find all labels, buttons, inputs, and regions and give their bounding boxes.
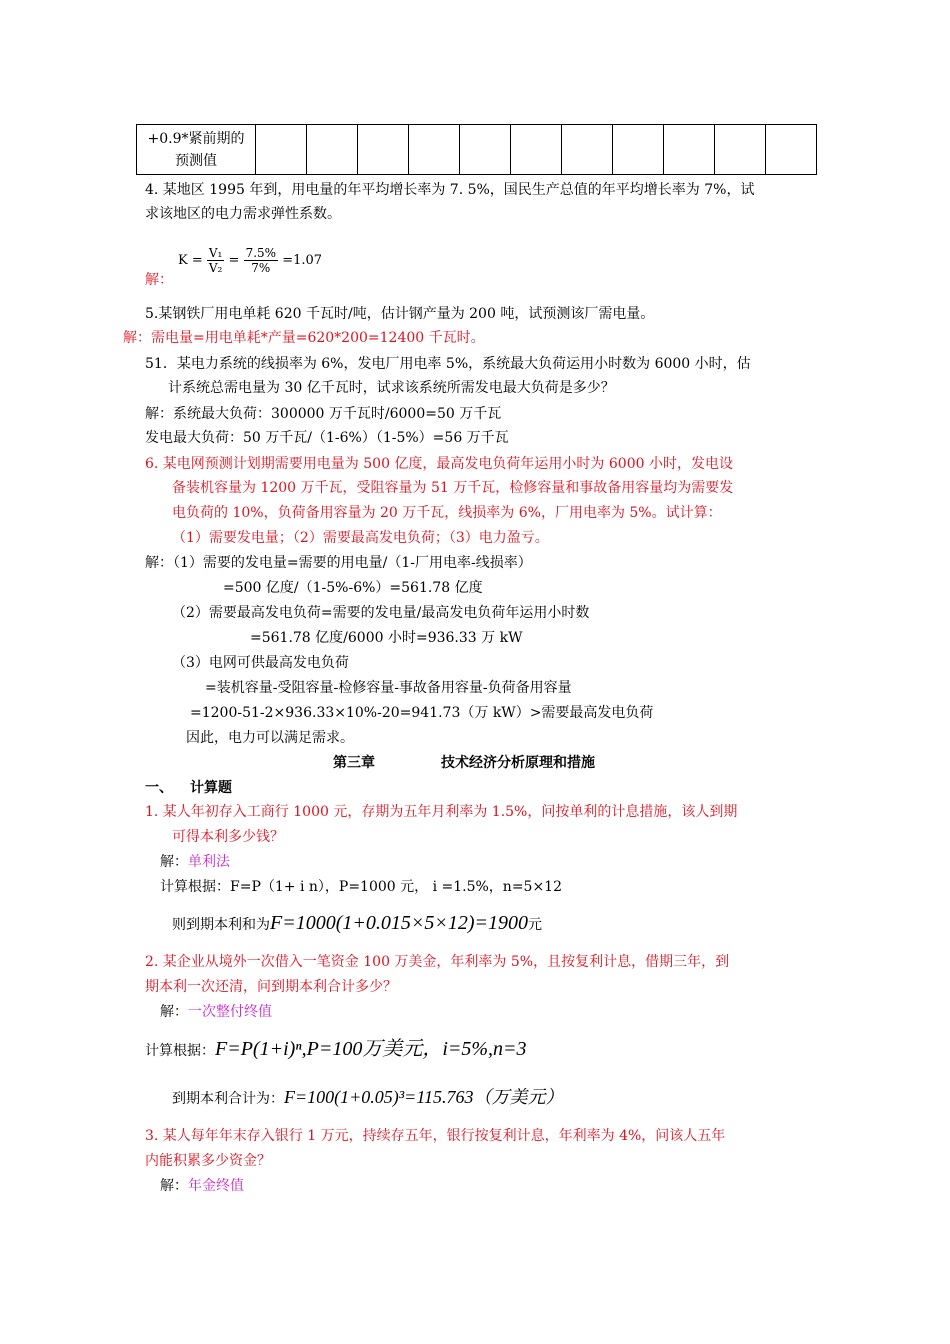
table-cell	[664, 125, 715, 175]
q4-eq: =	[228, 253, 240, 268]
c2-solution	[160, 1002, 272, 1022]
c1-result-formula: F=1000(1+0.015×5×12)=1900	[270, 912, 529, 934]
table-cell	[460, 125, 511, 175]
q4-line1: 4. 某地区 1995 年到，用电量的年平均增长率为 7. 5%，国民生产总值的年平均增长率为 7%，试	[145, 182, 755, 198]
c1-line2: 可得本利多少钱？	[172, 829, 284, 845]
c3-sol-method: 年金终值	[188, 1178, 244, 1194]
q4-frac2-num: 7.5%	[245, 246, 277, 260]
table-label-cell	[137, 125, 256, 175]
forecast-table	[136, 124, 817, 175]
c2-result	[172, 1084, 563, 1112]
q4-fraction-v	[207, 246, 224, 275]
c2-sol-label: 解：	[160, 1004, 188, 1020]
table-cell	[613, 125, 664, 175]
q6-answer2: =500 亿度/（1-5%-6%）=561.78 亿度	[223, 580, 483, 596]
c1-sol-label: 解：	[160, 854, 188, 870]
q6-answer7: =1200-51-2×936.33×10%-20=941.73（万 kW）>需要最高发电负荷	[190, 705, 654, 721]
q6-line4: （1）需要发电量；（2）需要最高发电负荷；（3）电力盈亏。	[172, 530, 549, 546]
q51-line2: 计系统总需电量为 30 亿千瓦时，试求该系统所需发电最大负荷是多少？	[168, 380, 615, 396]
q4-line2: 求该地区的电力需求弹性系数。	[145, 206, 341, 222]
c3-solution	[160, 1176, 244, 1196]
table-cell	[715, 125, 766, 175]
c1-solution	[160, 852, 230, 872]
q4-frac1-num: V₁	[208, 246, 223, 260]
c1-result-unit: 元	[528, 917, 543, 933]
q5-line1: 5.某钢铁厂用电单耗 620 千瓦时/吨，估计钢产量为 200 吨，试预测该厂需电量。	[145, 306, 655, 322]
q51-answer2: 发电最大负荷：50 万千瓦/（1-6%）（1-5%）=56 万千瓦	[145, 430, 509, 446]
section-title: 计算题	[190, 780, 232, 796]
c3-line1: 3. 某人每年年末存入银行 1 万元，持续存五年，银行按复利计息，年利率为 4%，问该人五年	[145, 1128, 726, 1144]
chapter-title: 技术经济分析原理和措施	[441, 755, 595, 771]
c2-basis-formula: F=P(1+i)ⁿ,P=100万美元，i=5%,n=3	[215, 1038, 527, 1060]
c2-basis	[145, 1036, 527, 1064]
q4-frac2-den: 7%	[251, 261, 271, 275]
table-cell	[511, 125, 562, 175]
table-cell	[562, 125, 613, 175]
chapter-number: 第三章	[333, 755, 375, 771]
q4-fraction-pct	[244, 246, 279, 275]
q51-answer1: 解：系统最大负荷：300000 万千瓦时/6000=50 万千瓦	[145, 406, 502, 422]
c2-line2: 期本利一次还清，问到期本利合计多少？	[145, 979, 397, 995]
q6-answer4: =561.78 亿度/6000 小时=936.33 万 kW	[250, 630, 523, 646]
q6-answer1: 解：（1）需要的发电量=需要的用电量/（1-厂用电率-线损率）	[145, 555, 532, 571]
q6-answer6: =装机容量-受阻容量-检修容量-事故备用容量-负荷备用容量	[205, 680, 572, 696]
c2-result-prefix: 到期本利合计为：	[172, 1091, 284, 1107]
table-cell	[307, 125, 358, 175]
q51-line1: 51．某电力系统的线损率为 6%，发电厂用电率 5%，系统最大负荷运用小时数为 6000 小时，估	[145, 356, 751, 372]
c1-line1: 1. 某人年初存入工商行 1000 元，存期为五年月利率为 1.5%，问按单利的计息措施，该人到期	[145, 804, 738, 820]
c2-basis-prefix: 计算根据：	[145, 1043, 215, 1059]
c1-result-prefix: 则到期本利和为	[172, 917, 270, 933]
c3-sol-label: 解：	[160, 1178, 188, 1194]
q6-answer3: （2）需要最高发电负荷=需要的发电量/最高发电负荷年运用小时数	[172, 605, 590, 621]
table-label-line2: 预测值	[175, 152, 217, 169]
q6-line1: 6. 某电网预测计划期需要用电量为 500 亿度，最高发电负荷年运用小时为 6000 小时，发电设	[145, 456, 733, 472]
q4-answer-label: 解：	[145, 272, 173, 288]
c2-line1: 2. 某企业从境外一次借入一笔资金 100 万美金，年利率为 5%，且按复利计息，借期三年，到	[145, 954, 730, 970]
c2-sol-method: 一次整付终值	[188, 1004, 272, 1020]
q6-answer8: 因此，电力可以满足需求。	[186, 730, 354, 746]
q5-answer: 解：需电量=用电单耗*产量=620*200=12400 千瓦时。	[123, 330, 485, 346]
table-row	[137, 125, 817, 175]
section-number: 一、	[145, 780, 173, 796]
c1-basis: 计算根据：F=P（1+ i n），P=1000 元， i =1.5%，n=5×12	[160, 879, 563, 895]
q6-line3: 电负荷的 10%，负荷备用容量为 20 万千瓦，线损率为 6%，厂用电率为 5%。试计算：	[172, 505, 722, 521]
q4-frac1-den: V₂	[208, 261, 223, 275]
c1-result	[172, 910, 542, 938]
c3-line2: 内能积累多少资金？	[145, 1153, 271, 1169]
q4-k: K =	[178, 253, 203, 268]
q6-line2: 备装机容量为 1200 万千瓦，受阻容量为 51 万千瓦，检修容量和事故备用容量均为需要发	[172, 480, 734, 496]
q4-formula	[178, 238, 322, 284]
table-cell	[358, 125, 409, 175]
table-label-line1: +0.9*紧前期的	[147, 130, 245, 147]
c2-result-formula: F=100(1+0.05)³=115.763（万美元）	[284, 1087, 564, 1107]
c1-sol-method: 单利法	[188, 854, 230, 870]
q4-result: =1.07	[282, 253, 323, 268]
table-cell	[409, 125, 460, 175]
table-cell	[766, 125, 817, 175]
table-cell	[256, 125, 307, 175]
q6-answer5: （3）电网可供最高发电负荷	[172, 655, 349, 671]
